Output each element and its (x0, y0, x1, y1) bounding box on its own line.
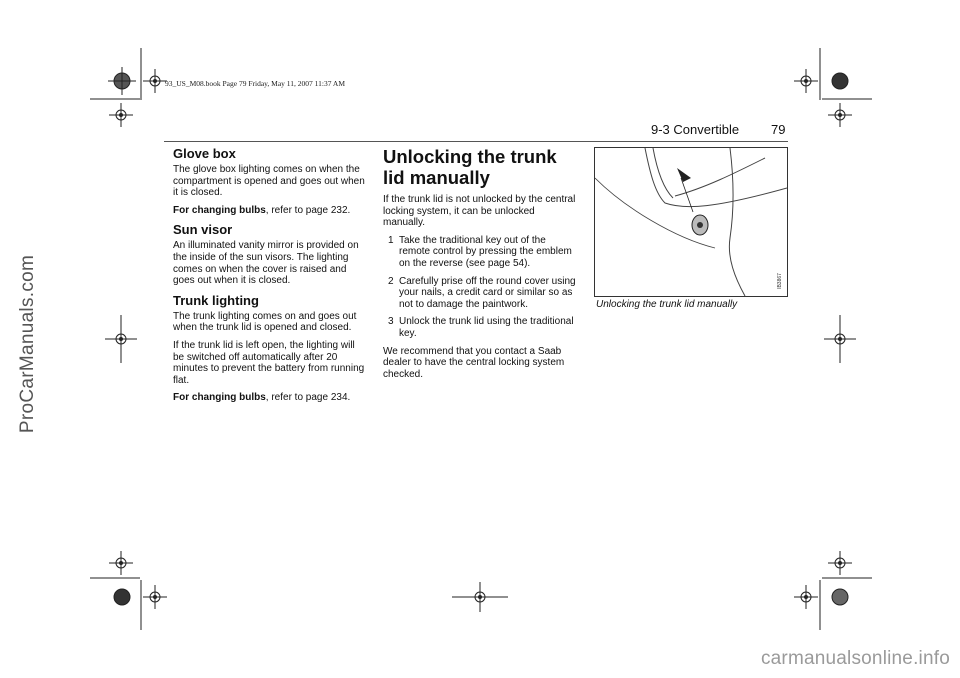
step-number: 1 (388, 234, 394, 246)
unlocking-trunk-heading: Unlocking the trunk lid manually (383, 146, 557, 188)
side-watermark: ProCarManuals.com (17, 254, 38, 434)
sun-visor-text: An illuminated vanity mirror is provided on the inside of the sun visors. The lighting comes on when the cover is raised and goes out when it is closed. (173, 240, 359, 287)
book-info-line: 93_US_M08.book Page 79 Friday, May 11, 2007 11:37 AM (165, 79, 345, 88)
trunk-lid-illustration (594, 147, 788, 297)
step-text: Unlock the trunk lid using the traditional key. (399, 316, 574, 339)
bulb-ref-label: For changing bulbs (173, 392, 266, 404)
arrow-icon (677, 168, 691, 182)
step-text: Take the traditional key out of the remote control by pressing the emblem on the reverse (see page 54). (399, 234, 572, 269)
sun-visor-heading: Sun visor (173, 222, 233, 238)
bulb-ref-label: For changing bulbs (173, 204, 266, 216)
page-number: 79 (771, 122, 786, 137)
step-number: 3 (388, 316, 394, 328)
trunk-lighting-text-2: If the trunk lid is left open, the lighting will be switched off automatically after 20 minutes to prevent the battery from running flat. (173, 339, 365, 386)
trunk-lighting-heading: Trunk lighting (173, 292, 259, 308)
step-3 (383, 316, 579, 339)
header-rule (164, 141, 788, 142)
trunk-lid-drawing (595, 148, 787, 296)
step-text: Carefully prise off the round cover using your nails, a credit card or similar so as not to damage the paintwork. (399, 275, 576, 310)
glove-box-bulb-ref (173, 205, 368, 217)
step-1 (383, 235, 579, 270)
step-number: 2 (388, 275, 394, 287)
registration-target-top-left-outer (108, 67, 136, 95)
glove-box-heading: Glove box (173, 146, 236, 161)
bulb-ref-page: , refer to page 232. (265, 204, 351, 216)
trunk-lighting-text-1: The trunk lighting comes on and goes out when the trunk lid is opened and closed. (173, 310, 357, 334)
footer-watermark: carmanualsonline.info (760, 648, 950, 669)
middle-column (383, 146, 579, 386)
step-2 (383, 276, 579, 311)
unlocking-intro: If the trunk lid is not unlocked by the central locking system, it can be unlocked manually. (383, 194, 576, 229)
dealer-recommendation: We recommend that you contact a Saab dealer to have the central locking system checked. (383, 345, 565, 380)
figure-caption: Unlocking the trunk lid manually (596, 299, 738, 310)
glove-box-text: The glove box lighting comes on when the compartment is opened and goes out when it is closed. (173, 164, 365, 199)
figure-code: IB3867 (776, 273, 783, 289)
running-header-section: 9-3 Convertible (651, 122, 740, 137)
trunk-lighting-bulb-ref (173, 392, 368, 404)
left-column (173, 146, 368, 410)
bulb-ref-page: , refer to page 234. (265, 392, 351, 404)
